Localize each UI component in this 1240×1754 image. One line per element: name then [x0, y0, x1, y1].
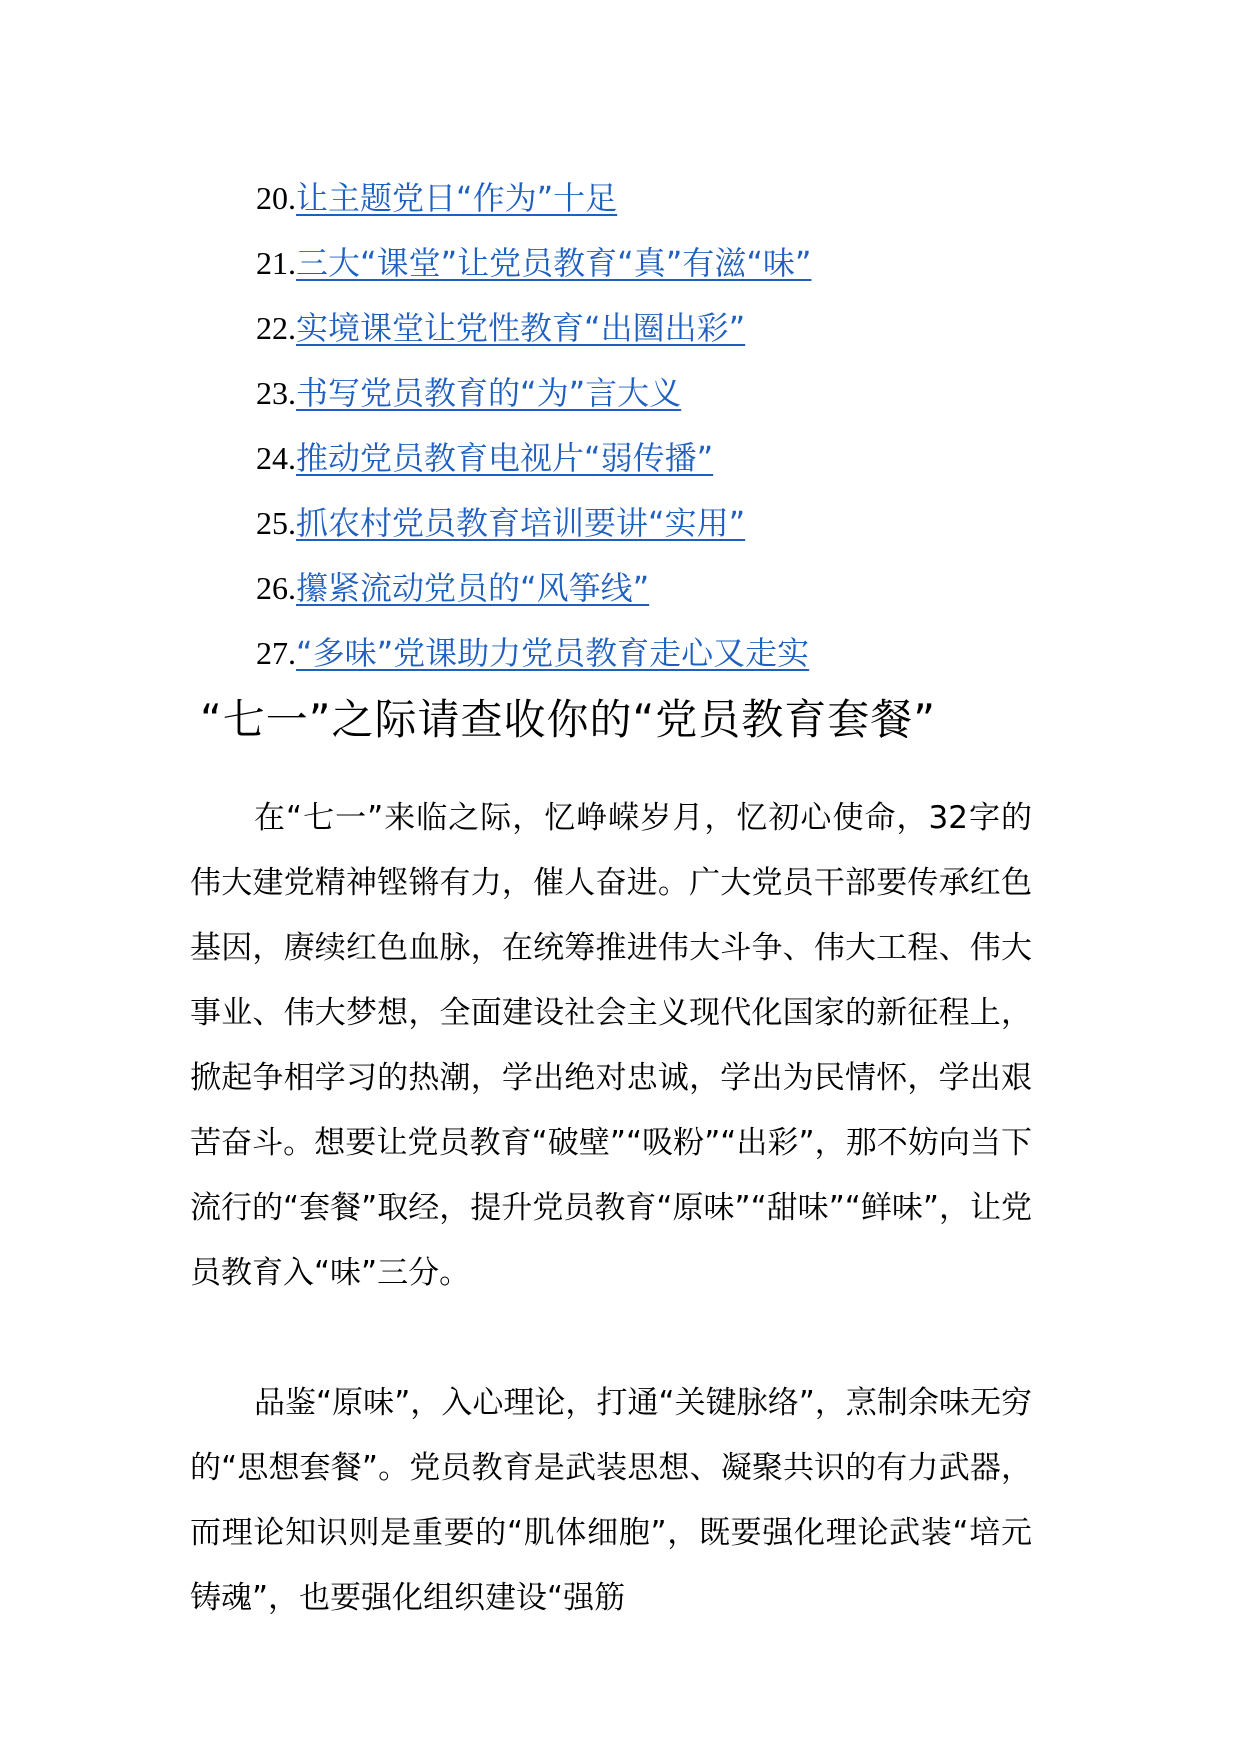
toc-item-number: 26. [256, 570, 296, 606]
toc-item[interactable] [256, 365, 1076, 430]
toc-item[interactable] [256, 430, 1076, 495]
toc-item-link[interactable]: 让主题党日“作为”十足 [296, 179, 618, 217]
toc-item-link[interactable]: 书写党员教育的“为”言大义 [296, 374, 682, 412]
toc-item-link[interactable]: 抓农村党员教育培训要讲“实用” [296, 504, 746, 542]
toc-item[interactable] [256, 495, 1076, 560]
toc-item-number: 20. [256, 180, 296, 216]
toc-item[interactable] [256, 625, 1076, 690]
toc-item[interactable] [256, 235, 1076, 300]
toc-item-number: 25. [256, 505, 296, 541]
article-paragraph: 品鉴“原味”，入心理论，打通“关键脉络”，烹制余味无穷的“思想套餐”。党员教育是武装思想、凝聚共识的有力武器，而理论知识则是重要的“肌体细胞”，既要强化理论武装“培元铸魂”，也要强化组织建设“强筋 [190, 1385, 1032, 1616]
toc-item-link[interactable]: 攥紧流动党员的“风筝线” [296, 569, 650, 607]
toc-item-link[interactable]: 实境课堂让党性教育“出圈出彩” [296, 309, 746, 347]
toc-item[interactable] [256, 300, 1076, 365]
toc-item-link[interactable]: 推动党员教育电视片“弱传播” [296, 439, 714, 477]
article-paragraph: 在“七一”来临之际，忆峥嵘岁月，忆初心使命，32字的伟大建党精神铿锵有力，催人奋进。广大党员干部要传承红色基因，赓续红色血脉，在统筹推进伟大斗争、伟大工程、伟大事业、伟大梦想，全面建设社会主义现代化国家的新征程上，掀起争相学习的热潮，学出绝对忠诚，学出为民情怀，学出艰苦奋斗。想要让党员教育“破壁”“吸粉”“出彩”，那不妨向当下流行的“套餐”取经，提升党员教育“原味”“甜味”“鲜味”，让党员教育入“味”三分。 [190, 800, 1032, 1291]
toc-item-number: 27. [256, 635, 296, 671]
toc-item-number: 24. [256, 440, 296, 476]
toc-item-link[interactable]: “多味”党课助力党员教育走心又走实 [296, 634, 810, 672]
toc-item-number: 21. [256, 245, 296, 281]
article-title: “七一”之际请查收你的“党员教育套餐” [200, 695, 937, 744]
toc-item[interactable] [256, 560, 1076, 625]
toc-item-number: 22. [256, 310, 296, 346]
table-of-contents [256, 170, 1076, 690]
toc-item-link[interactable]: 三大“课堂”让党员教育“真”有滋“味” [296, 244, 812, 282]
toc-item[interactable] [256, 170, 1076, 235]
toc-item-number: 23. [256, 375, 296, 411]
